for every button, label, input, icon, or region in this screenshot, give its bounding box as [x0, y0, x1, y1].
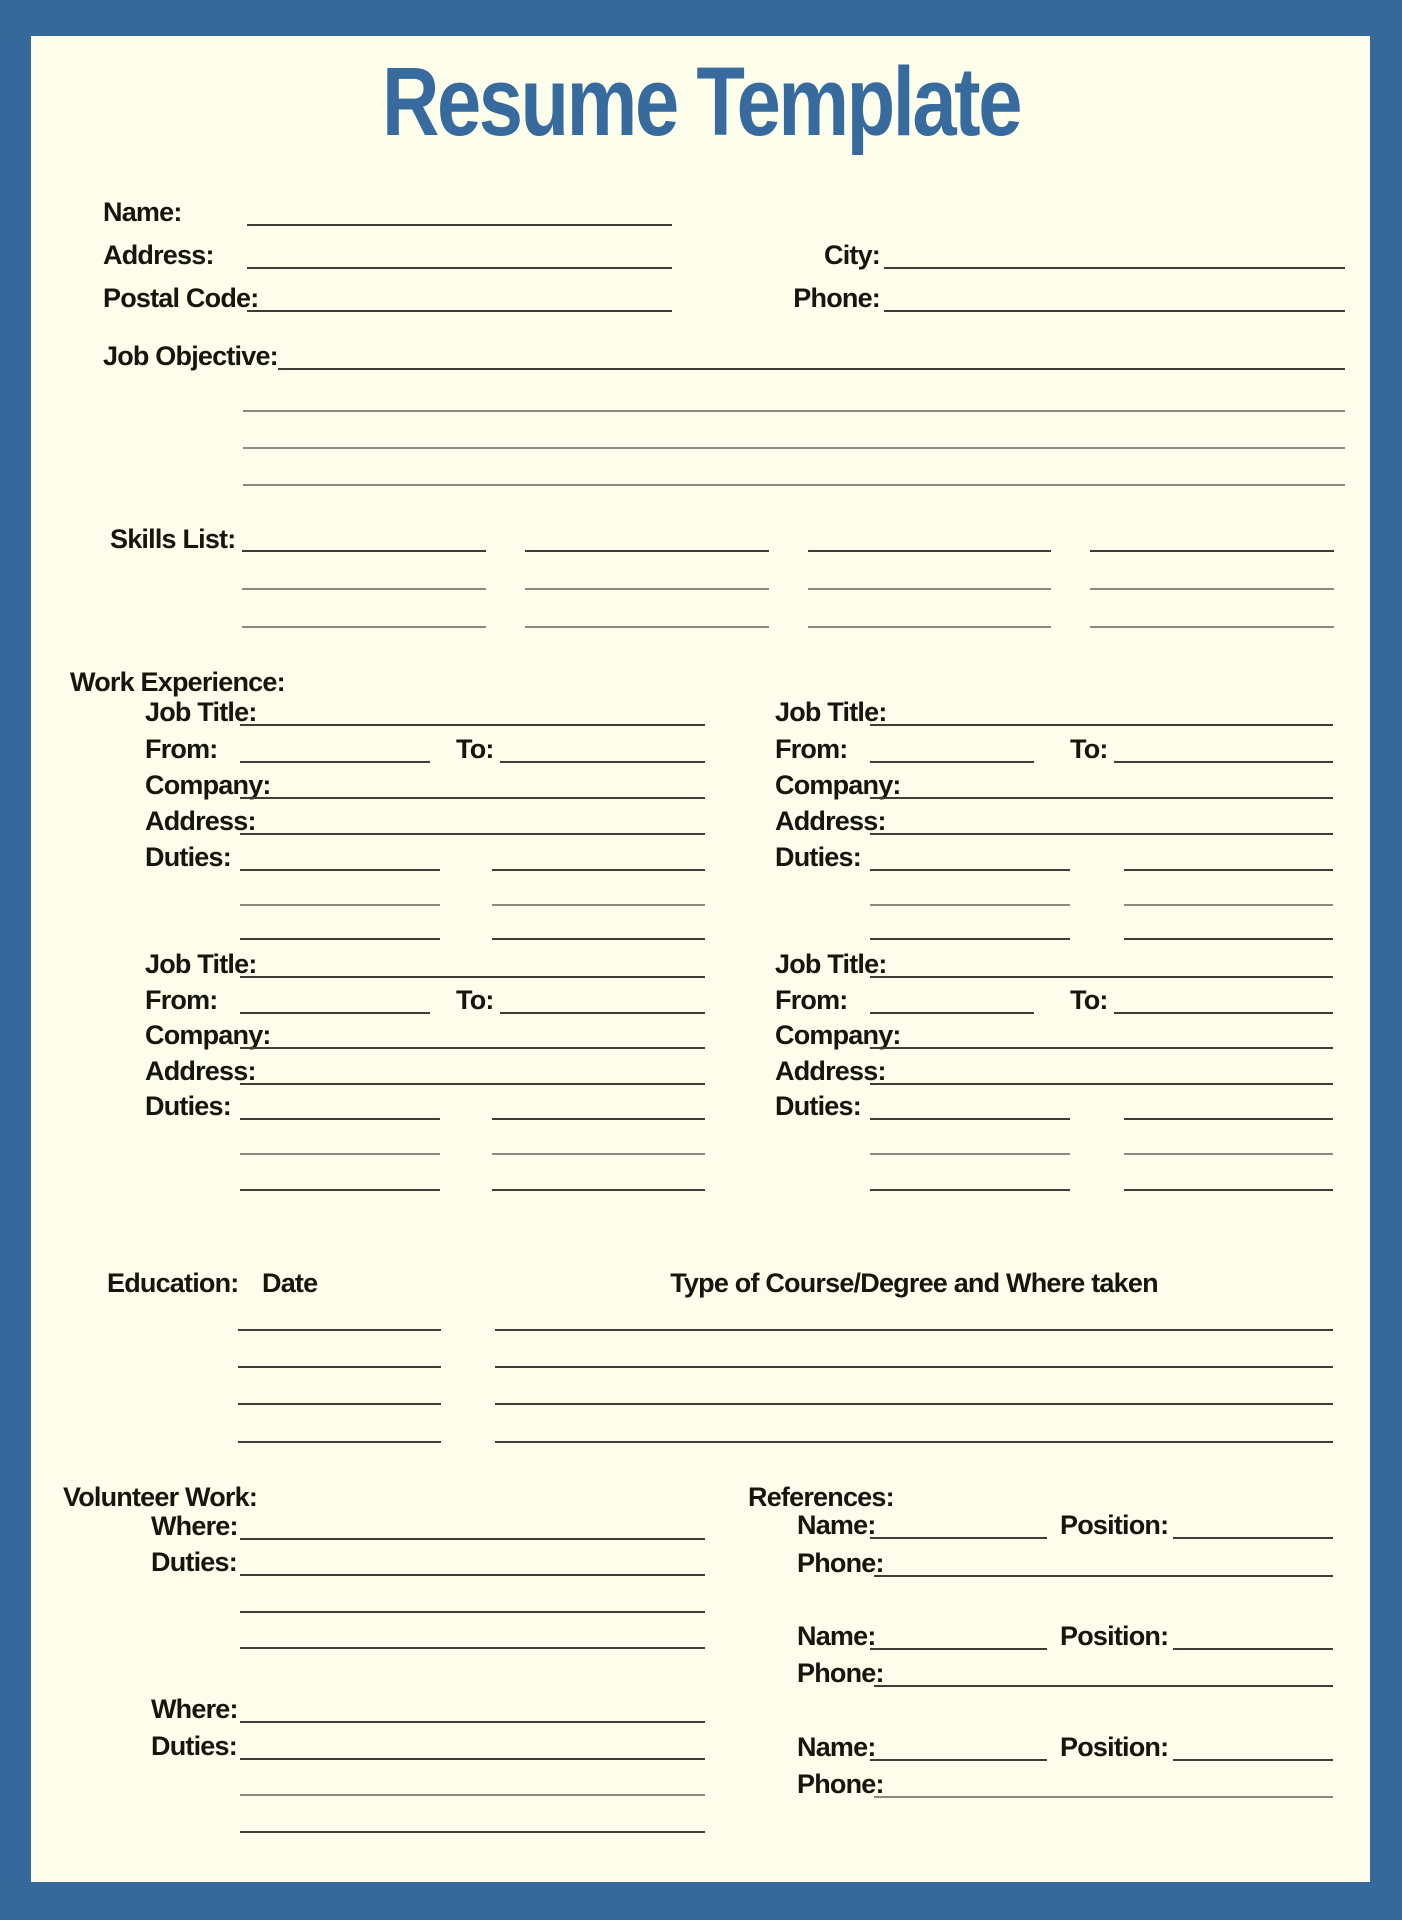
education-course-row — [495, 1410, 1333, 1444]
reference-position-label: Position: — [1060, 1732, 1169, 1762]
volunteer-duties-line — [240, 1794, 705, 1796]
education-course-row — [495, 1298, 1333, 1332]
duties-line — [870, 1153, 1070, 1155]
reference-name-label: Name: — [797, 1510, 876, 1540]
duties-line — [870, 869, 1070, 871]
address-label: Address: — [103, 240, 214, 270]
duties-line — [492, 1118, 705, 1120]
job-title-label: Job Title: — [775, 697, 887, 727]
city-field-line — [884, 267, 1345, 269]
volunteer-duties-line — [240, 1611, 705, 1613]
postal-code-field-line — [247, 310, 672, 312]
company-line — [240, 1047, 705, 1049]
education-label: Education: — [107, 1268, 239, 1298]
reference-phone-line — [874, 1685, 1333, 1687]
references-label: References: — [748, 1482, 894, 1512]
company-row — [145, 766, 705, 800]
page-title: Resume Template — [381, 47, 1020, 156]
volunteer-duties-line — [240, 1574, 705, 1576]
duties-row — [775, 838, 1333, 872]
duties-line — [492, 1153, 705, 1155]
duties-extra-row — [240, 1122, 705, 1156]
skill-line — [525, 626, 769, 628]
reference-phone-label: Phone: — [797, 1769, 884, 1799]
duties-line — [1124, 938, 1333, 940]
reference-name-row — [797, 1506, 1333, 1540]
job-title-row — [145, 693, 705, 727]
reference-phone-label: Phone: — [797, 1548, 884, 1578]
duties-line — [1124, 1118, 1333, 1120]
education-date-row — [238, 1372, 441, 1406]
to-line — [1114, 761, 1333, 763]
duties-line — [240, 1153, 440, 1155]
phone-field-line — [884, 310, 1345, 312]
name-label: Name: — [103, 197, 182, 227]
duties-line — [240, 869, 440, 871]
reference-phone-label: Phone: — [797, 1658, 884, 1688]
from-label: From: — [145, 985, 218, 1015]
skill-line — [808, 626, 1052, 628]
job-objective-label: Job Objective: — [103, 341, 278, 371]
volunteer-duties-label: Duties: — [151, 1547, 237, 1577]
company-label: Company: — [775, 770, 901, 800]
to-label: To: — [456, 985, 494, 1015]
duties-extra-row — [870, 873, 1333, 907]
work-address-row — [775, 802, 1333, 836]
work-address-label: Address: — [775, 806, 886, 836]
reference-name-label: Name: — [797, 1732, 876, 1762]
education-course-line — [495, 1329, 1333, 1331]
education-course-row — [495, 1335, 1333, 1369]
skill-line — [242, 626, 486, 628]
skills-row-1 — [242, 519, 1334, 553]
skills-row-2 — [242, 557, 1334, 591]
duties-extra-row — [240, 907, 705, 941]
job-title-label: Job Title: — [145, 949, 257, 979]
skill-line — [1090, 550, 1334, 552]
reference-position-label: Position: — [1060, 1510, 1169, 1540]
from-label: From: — [145, 734, 218, 764]
job-objective-extra — [243, 453, 1345, 487]
duties-line — [240, 904, 440, 906]
from-line — [240, 1012, 430, 1014]
reference-position-line — [1173, 1648, 1333, 1650]
duties-extra-row — [870, 907, 1333, 941]
education-date-line — [238, 1441, 441, 1443]
volunteer-duties-extra-row — [240, 1616, 705, 1650]
company-label: Company: — [145, 1020, 271, 1050]
from-label: From: — [775, 985, 848, 1015]
duties-extra-row — [870, 1122, 1333, 1156]
duties-line — [870, 1189, 1070, 1191]
reference-name-row — [797, 1728, 1333, 1762]
reference-name-line — [870, 1537, 1047, 1539]
duties-label: Duties: — [775, 842, 861, 872]
education-date-header: Date — [262, 1268, 318, 1298]
work-address-line — [240, 833, 705, 835]
volunteer-duties-extra-row — [240, 1800, 705, 1834]
duties-line — [1124, 904, 1333, 906]
skills-list-label: Skills List: — [110, 524, 236, 554]
name-row — [103, 193, 672, 227]
volunteer-duties-row — [151, 1727, 705, 1761]
work-address-line — [870, 833, 1333, 835]
work-address-label: Address: — [145, 806, 256, 836]
job-title-label: Job Title: — [775, 949, 887, 979]
education-course-line — [495, 1366, 1333, 1368]
skill-line — [525, 588, 769, 590]
to-line — [500, 761, 705, 763]
duties-label: Duties: — [775, 1091, 861, 1121]
job-objective-line-3 — [243, 447, 1345, 449]
duties-line — [1124, 1153, 1333, 1155]
volunteer-where-row — [151, 1690, 705, 1724]
job-title-row — [775, 945, 1333, 979]
duties-line — [1124, 869, 1333, 871]
duties-line — [240, 1189, 440, 1191]
duties-line — [870, 938, 1070, 940]
phone-row — [791, 279, 1345, 313]
volunteer-duties-label: Duties: — [151, 1731, 237, 1761]
job-title-line — [870, 976, 1333, 978]
reference-phone-row — [797, 1544, 1333, 1578]
volunteer-work-label: Volunteer Work: — [63, 1482, 258, 1512]
volunteer-duties-row — [151, 1543, 705, 1577]
volunteer-duties-line — [240, 1831, 705, 1833]
company-row — [775, 766, 1333, 800]
company-line — [870, 797, 1333, 799]
skill-line — [808, 550, 1052, 552]
education-date-row — [238, 1335, 441, 1369]
company-label: Company: — [145, 770, 271, 800]
reference-name-line — [870, 1759, 1047, 1761]
city-row — [791, 236, 1345, 270]
education-date-line — [238, 1403, 441, 1405]
job-title-label: Job Title: — [145, 697, 257, 727]
education-date-row — [238, 1410, 441, 1444]
volunteer-duties-line — [240, 1758, 705, 1760]
duties-row — [145, 838, 705, 872]
work-address-row — [145, 802, 705, 836]
to-label: To: — [1070, 734, 1108, 764]
job-title-row — [145, 945, 705, 979]
duties-label: Duties: — [145, 1091, 231, 1121]
job-objective-row — [103, 337, 1345, 371]
company-line — [240, 797, 705, 799]
job-title-line — [240, 976, 705, 978]
to-label: To: — [1070, 985, 1108, 1015]
skill-line — [1090, 588, 1334, 590]
to-label: To: — [456, 734, 494, 764]
work-address-row — [145, 1052, 705, 1086]
where-line — [240, 1538, 705, 1540]
reference-phone-row — [797, 1654, 1333, 1688]
from-to-row — [775, 981, 1333, 1015]
duties-line — [870, 1118, 1070, 1120]
volunteer-duties-extra-row — [240, 1580, 705, 1614]
address-row — [103, 236, 672, 270]
duties-label: Duties: — [145, 842, 231, 872]
resume-sheet — [31, 36, 1370, 1882]
job-title-line — [240, 724, 705, 726]
reference-name-label: Name: — [797, 1621, 876, 1651]
education-course-line — [495, 1403, 1333, 1405]
reference-position-line — [1173, 1759, 1333, 1761]
work-address-line — [240, 1083, 705, 1085]
duties-line — [492, 869, 705, 871]
from-to-row — [145, 730, 705, 764]
work-address-label: Address: — [145, 1056, 256, 1086]
company-row — [145, 1016, 705, 1050]
job-objective-line-1 — [278, 368, 1345, 370]
company-row — [775, 1016, 1333, 1050]
work-address-row — [775, 1052, 1333, 1086]
duties-extra-row — [870, 1158, 1333, 1192]
company-line — [870, 1047, 1333, 1049]
reference-name-line — [870, 1648, 1047, 1650]
skill-line — [242, 588, 486, 590]
from-line — [240, 761, 430, 763]
skill-line — [242, 550, 486, 552]
reference-phone-line — [874, 1575, 1333, 1577]
education-date-line — [238, 1329, 441, 1331]
duties-row — [775, 1087, 1333, 1121]
volunteer-duties-extra-row — [240, 1763, 705, 1797]
education-course-row — [495, 1372, 1333, 1406]
duties-line — [240, 938, 440, 940]
job-title-line — [870, 724, 1333, 726]
from-to-row — [775, 730, 1333, 764]
job-objective-extra — [243, 416, 1345, 450]
education-date-row — [238, 1298, 441, 1332]
reference-phone-row — [797, 1765, 1333, 1799]
skill-line — [1090, 626, 1334, 628]
education-date-line — [238, 1366, 441, 1368]
reference-phone-line — [874, 1796, 1333, 1798]
job-objective-line-2 — [243, 410, 1345, 412]
education-course-line — [495, 1441, 1333, 1443]
duties-line — [1124, 1189, 1333, 1191]
duties-extra-row — [240, 1158, 705, 1192]
duties-row — [145, 1087, 705, 1121]
skill-line — [525, 550, 769, 552]
where-label: Where: — [151, 1511, 238, 1541]
work-address-line — [870, 1083, 1333, 1085]
reference-position-line — [1173, 1537, 1333, 1539]
volunteer-where-row — [151, 1507, 705, 1541]
duties-line — [870, 904, 1070, 906]
to-line — [500, 1012, 705, 1014]
duties-extra-row — [240, 873, 705, 907]
to-line — [1114, 1012, 1333, 1014]
postal-code-label: Postal Code: — [103, 283, 259, 313]
job-objective-line-4 — [243, 484, 1345, 486]
duties-line — [240, 1118, 440, 1120]
postal-code-row — [103, 279, 672, 313]
duties-line — [492, 1189, 705, 1191]
name-field-line — [247, 224, 672, 226]
education-course-header: Type of Course/Degree and Where taken — [670, 1268, 1158, 1298]
reference-name-row — [797, 1617, 1333, 1651]
work-address-label: Address: — [775, 1056, 886, 1086]
where-label: Where: — [151, 1694, 238, 1724]
from-label: From: — [775, 734, 848, 764]
duties-line — [492, 938, 705, 940]
from-to-row — [145, 981, 705, 1015]
address-field-line — [247, 267, 672, 269]
skills-row-3 — [242, 595, 1334, 629]
company-label: Company: — [775, 1020, 901, 1050]
from-line — [870, 761, 1034, 763]
city-label: City: — [824, 240, 880, 270]
duties-line — [492, 904, 705, 906]
phone-label: Phone: — [793, 283, 880, 313]
job-title-row — [775, 693, 1333, 727]
from-line — [870, 1012, 1034, 1014]
skill-line — [808, 588, 1052, 590]
reference-position-label: Position: — [1060, 1621, 1169, 1651]
work-experience-label: Work Experience: — [70, 667, 285, 697]
job-objective-extra — [243, 379, 1345, 413]
volunteer-duties-line — [240, 1647, 705, 1649]
where-line — [240, 1721, 705, 1723]
